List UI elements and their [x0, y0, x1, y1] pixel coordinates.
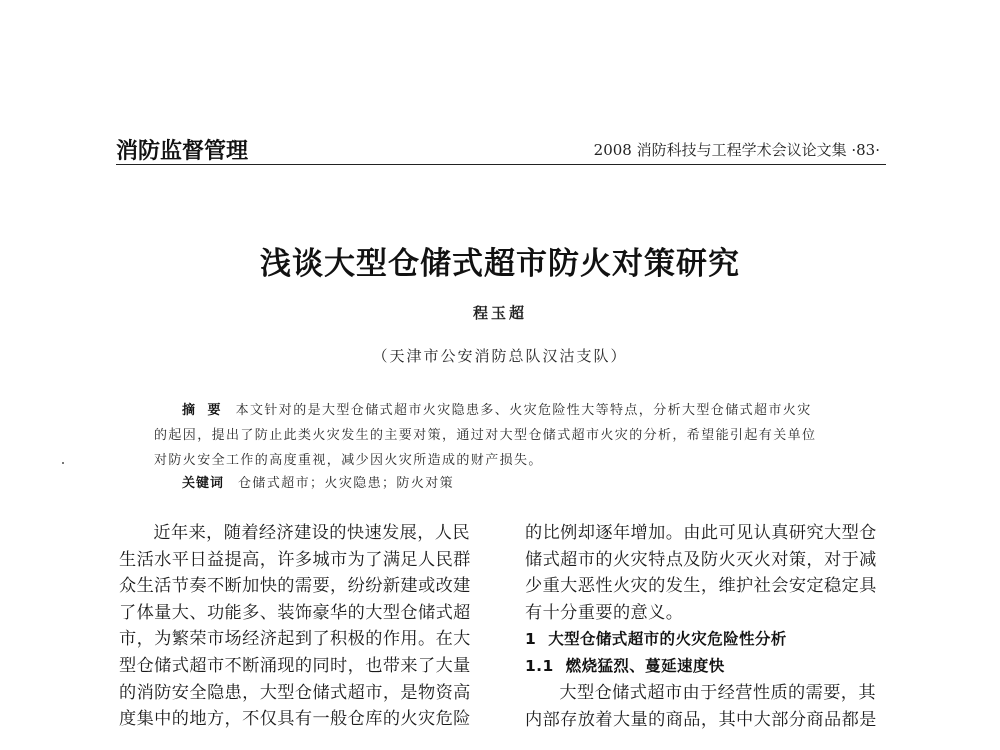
- section-heading-1: [525, 626, 900, 653]
- paper-title: 浅谈大型仓储式超市防火对策研究: [260, 246, 740, 282]
- abstract-text: 本文针对的是大型仓储式超市火灾隐患多、火灾危险性大等特点，分析大型仓储式超市火灾: [235, 403, 812, 418]
- heading-text: 燃烧猛烈、蔓延速度快: [565, 657, 725, 676]
- heading-number: 1.1: [525, 657, 554, 676]
- body-line: 了体量大、功能多、装饰豪华的大型仓储式超: [119, 602, 471, 623]
- journal-citation: 2008 消防科技与工程学术会议论文集 ·83·: [593, 141, 880, 159]
- body-line: 度集中的地方，不仅具有一般仓库的火灾危险: [119, 709, 471, 730]
- body-line: 的消防安全隐患，大型仓储式超市，是物资高: [119, 682, 471, 703]
- left-column: [119, 520, 499, 733]
- keywords-label: 关键词: [182, 476, 225, 491]
- abstract: [154, 398, 876, 473]
- body-line: 内部存放着大量的商品，其中大部分商品都是: [525, 709, 877, 730]
- abstract-label: 摘 要: [182, 403, 225, 418]
- scan-speck: [62, 462, 64, 464]
- abstract-line: 的起因，提出了防止此类火灾发生的主要对策，通过对大型仓储式超市火灾的分析，希望能引起有关单位: [154, 428, 817, 443]
- header-rule: [116, 164, 886, 165]
- body-line: 市，为繁荣市场经济起到了积极的作用。在大: [119, 629, 471, 650]
- body-line: 少重大恶性火灾的发生，维护社会安定稳定具: [525, 576, 877, 597]
- keywords: [182, 472, 454, 491]
- section-title: 消防监督管理: [116, 139, 249, 164]
- author-affiliation: （天津市公安消防总队汉沽支队）: [372, 347, 628, 365]
- body-line: 的比例却逐年增加。由此可见认真研究大型仓: [525, 523, 877, 543]
- keywords-text: 仓储式超市；火灾隐患；防火对策: [238, 476, 455, 491]
- body-line: 众生活节奏不断加快的需要，纷纷新建或改建: [119, 576, 471, 597]
- body-line: 大型仓储式超市由于经营性质的需要，其: [559, 683, 876, 704]
- running-header: [116, 128, 894, 166]
- section-heading-1-1: [525, 653, 900, 680]
- abstract-line: [154, 398, 876, 423]
- body-line: 型仓储式超市不断涌现的同时，也带来了大量: [119, 655, 471, 676]
- heading-number: 1: [525, 630, 537, 649]
- body-line: 生活水平日益提高，许多城市为了满足人民群: [119, 549, 471, 570]
- body-line: 近年来，随着经济建设的快速发展，人民: [153, 523, 470, 543]
- author-name: 程玉超: [472, 304, 527, 322]
- body-line: 有十分重要的意义。: [525, 602, 684, 623]
- heading-text: 大型仓储式超市的火灾危险性分析: [548, 630, 787, 649]
- abstract-line: 对防火安全工作的高度重视，减少因火灾所造成的财产损失。: [154, 453, 543, 468]
- body-line: 储式超市的火灾特点及防火灭火对策，对于减: [525, 549, 877, 570]
- right-column: [525, 520, 900, 734]
